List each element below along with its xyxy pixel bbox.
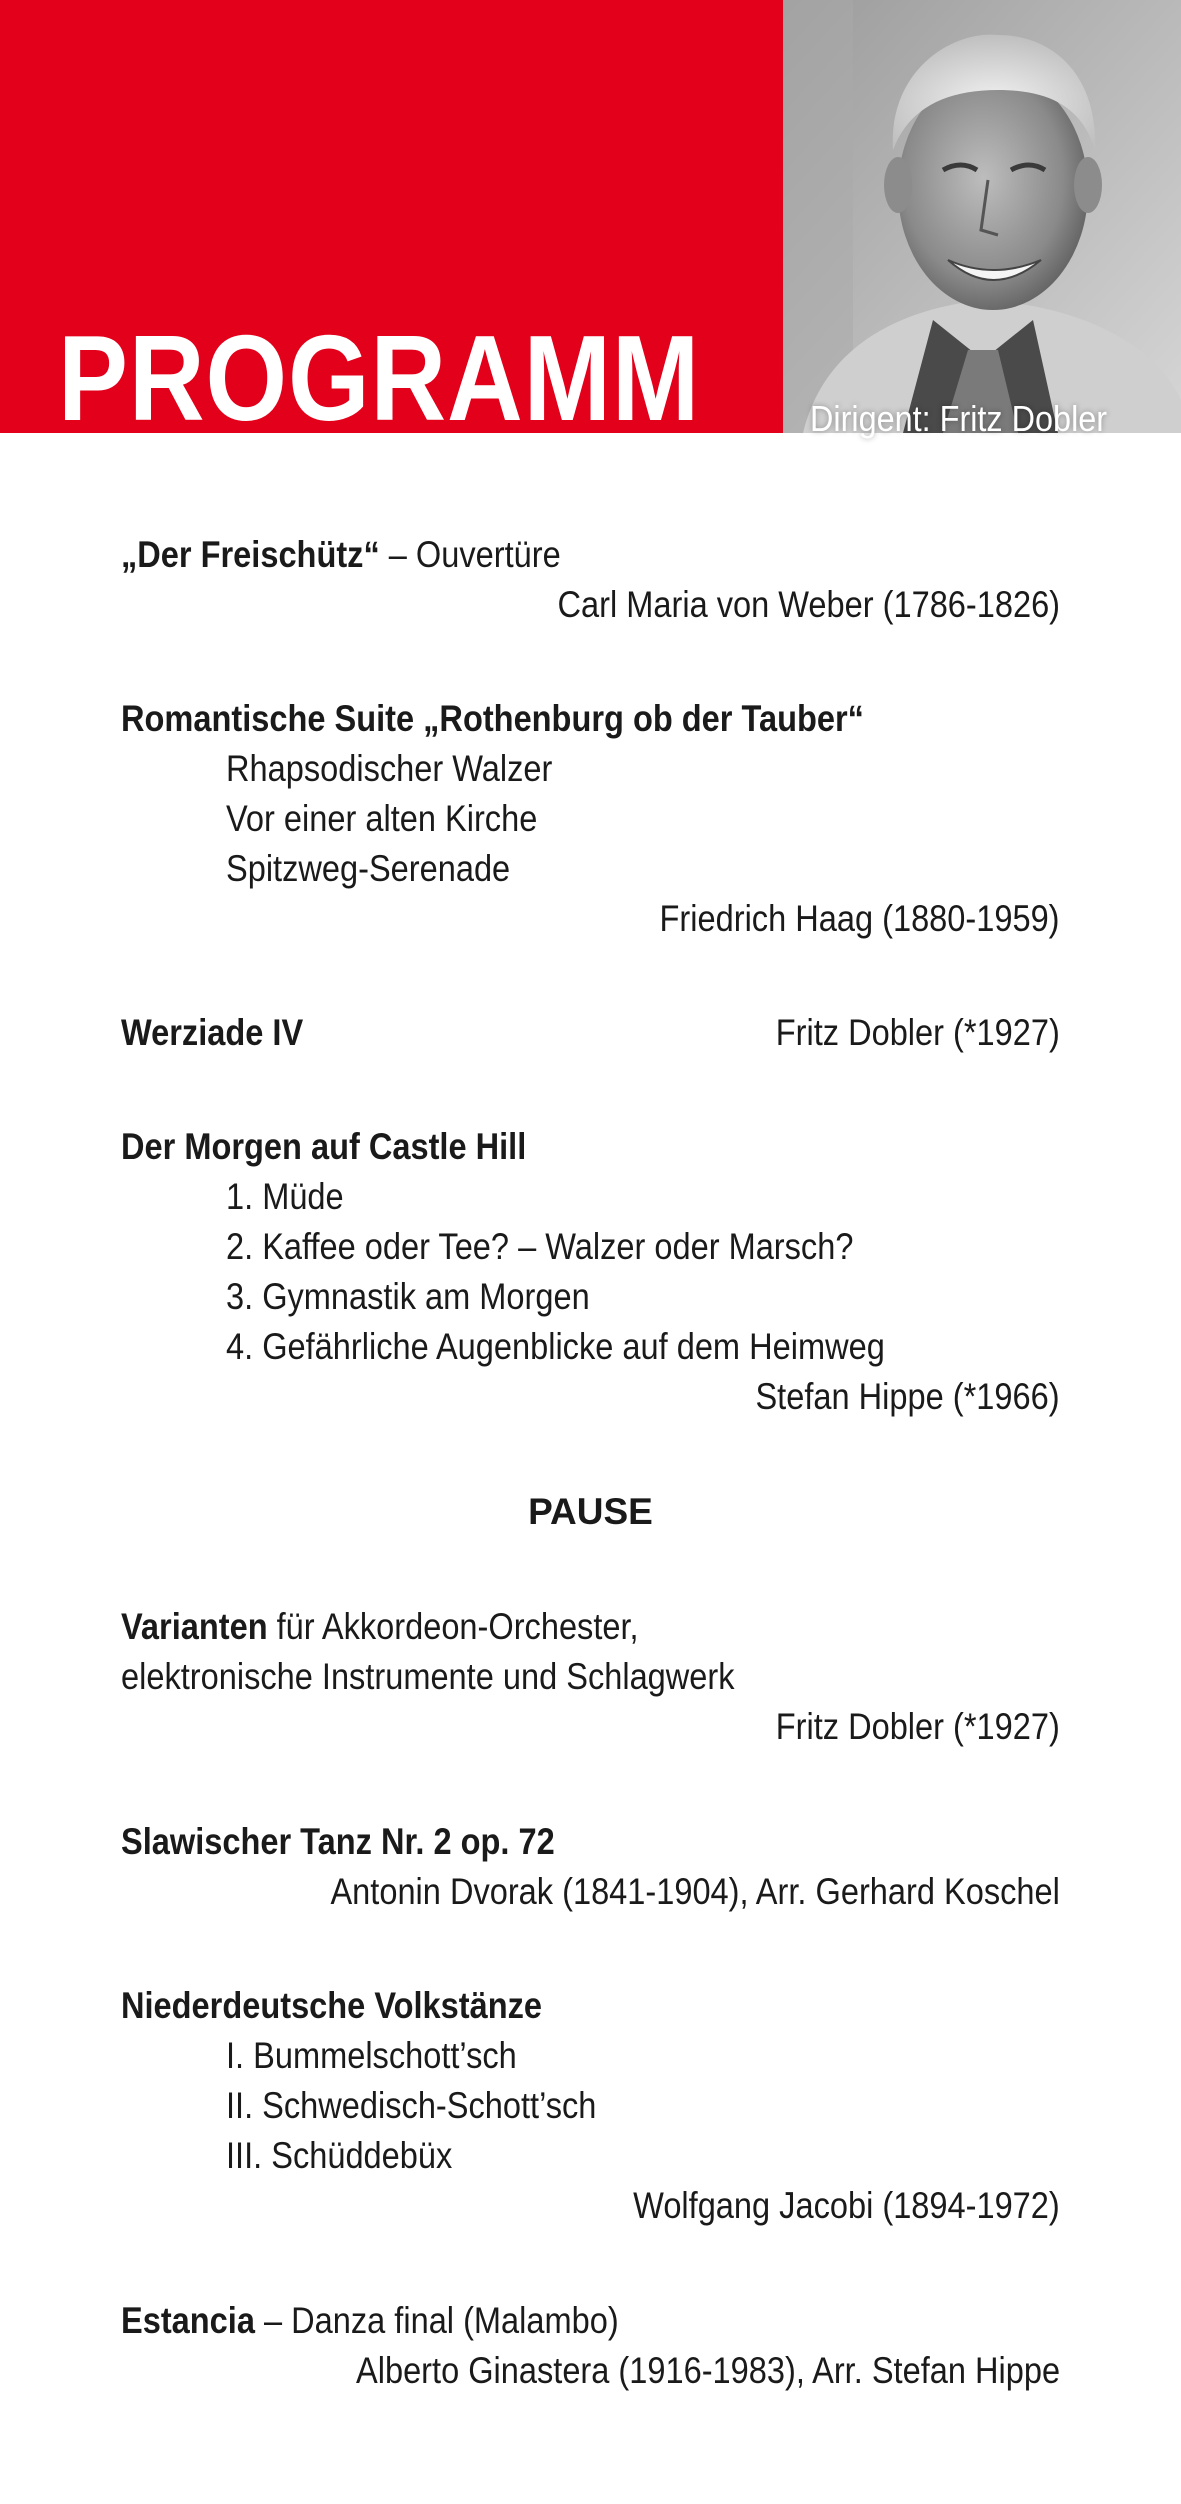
composer-jacobi: Wolfgang Jacobi (1894-1972): [633, 2185, 1060, 2226]
composer-dobler: Fritz Dobler (*1927): [775, 1012, 1060, 1053]
composer-hippe: Stefan Hippe (*1966): [755, 1376, 1060, 1417]
composer-haag: Friedrich Haag (1880-1959): [660, 898, 1060, 939]
piece-title: Estancia: [121, 2300, 255, 2341]
composer-weber: Carl Maria von Weber (1786-1826): [557, 584, 1060, 625]
piece-title: „Der Freischütz“: [121, 534, 380, 575]
movement-item: I. Bummelschott’sch: [226, 2035, 517, 2076]
composer-dobler-2: Fritz Dobler (*1927): [775, 1706, 1060, 1747]
program-item-castlehill-title: Der Morgen auf Castle Hill: [121, 1126, 527, 1167]
program-item-slawisch-title: Slawischer Tanz Nr. 2 op. 72: [121, 1821, 555, 1862]
movement-item: Vor einer alten Kirche: [226, 798, 538, 839]
program-item-freischuetz-title: [121, 533, 561, 577]
movement-item: 4. Gefährliche Augenblicke auf dem Heimweg: [226, 1326, 885, 1367]
program-item-werziade-title: Werziade IV: [121, 1012, 304, 1053]
movement-item: III. Schüddebüx: [226, 2135, 453, 2176]
composer-ginastera: Alberto Ginastera (1916-1983), Arr. Stefan Hippe: [355, 2350, 1060, 2391]
composer-dvorak: Antonin Dvorak (1841-1904), Arr. Gerhard Koschel: [330, 1871, 1060, 1912]
pause-heading: PAUSE: [528, 1491, 653, 1532]
program-item-estancia-title: [121, 2299, 619, 2343]
program-item-rothenburg-title: Romantische Suite „Rothenburg ob der Tauber“: [121, 698, 864, 739]
piece-subtitle: für Akkordeon-Orchester,: [267, 1606, 639, 1647]
piece-title: Varianten: [121, 1606, 268, 1647]
movement-item: Spitzweg-Serenade: [226, 848, 511, 889]
piece-subtitle: – Ouvertüre: [379, 534, 561, 575]
piece-subtitle: – Danza final (Malambo): [254, 2300, 619, 2341]
movement-item: II. Schwedisch-Schott’sch: [226, 2085, 597, 2126]
conductor-caption: Dirigent: Fritz Dobler: [810, 398, 1108, 439]
movement-item: Rhapsodischer Walzer: [226, 748, 553, 789]
program-item-varianten-title: [121, 1605, 639, 1649]
program-item-niederdeutsch-title: Niederdeutsche Volkstänze: [121, 1985, 543, 2026]
piece-subtitle-line2: elektronische Instrumente und Schlagwerk: [121, 1656, 735, 1697]
movement-item: 2. Kaffee oder Tee? – Walzer oder Marsch?: [226, 1226, 854, 1267]
page-title: PROGRAMM: [58, 310, 701, 446]
movement-item: 1. Müde: [226, 1176, 344, 1217]
movement-item: 3. Gymnastik am Morgen: [226, 1276, 590, 1317]
